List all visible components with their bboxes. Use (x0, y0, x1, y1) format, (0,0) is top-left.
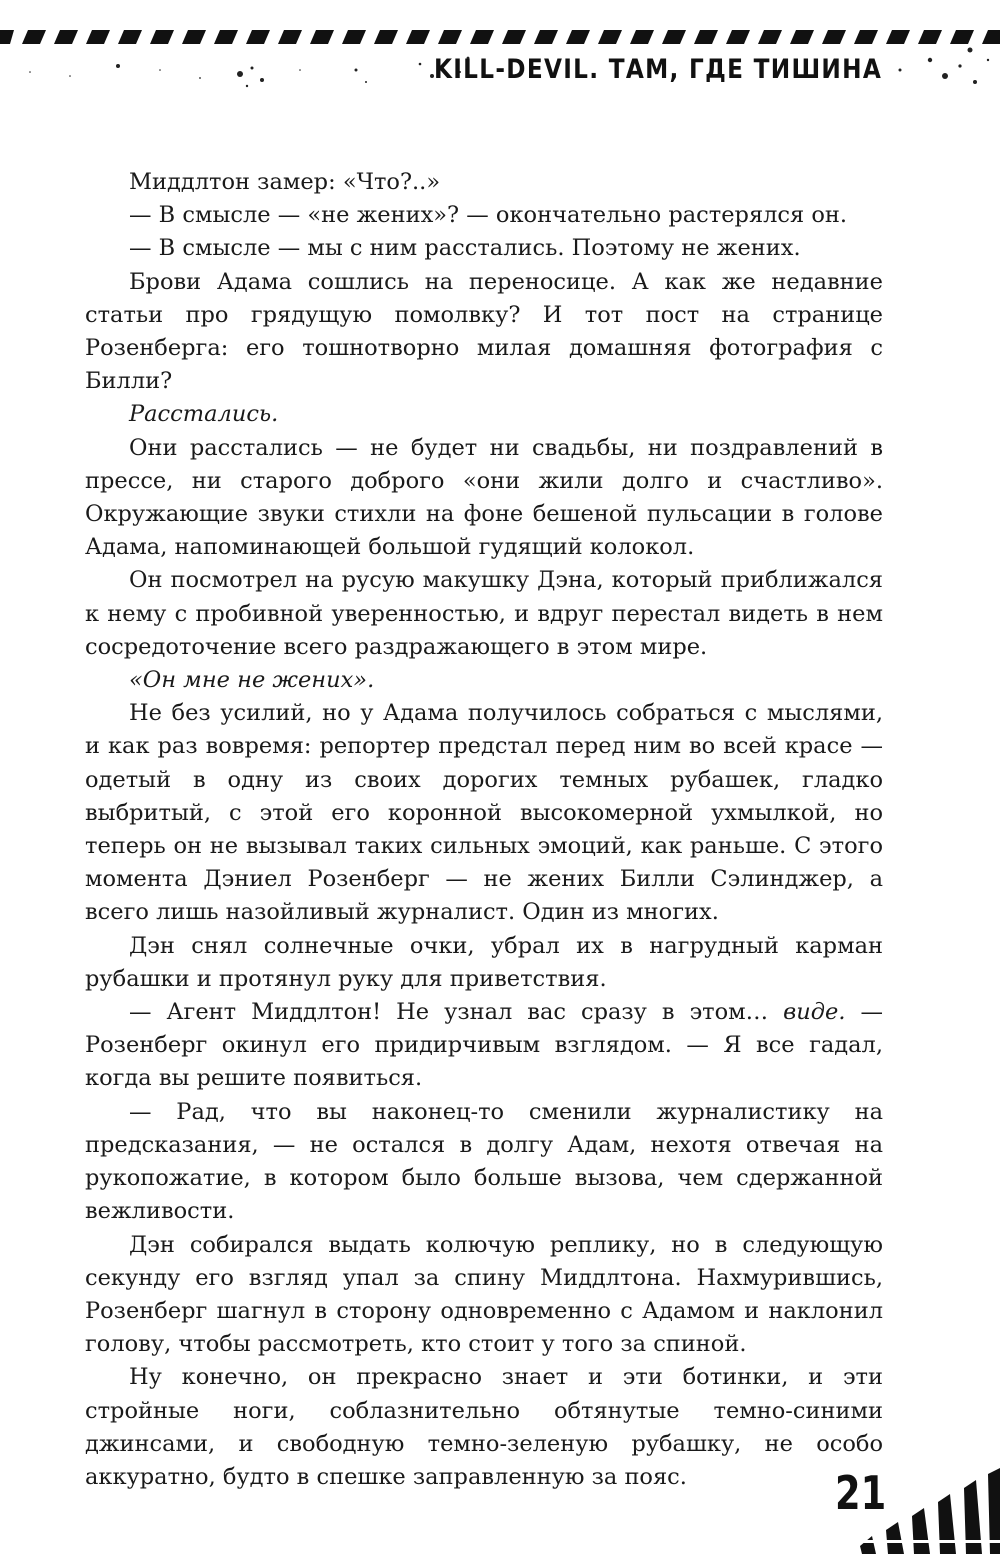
paragraph: — В смысле — «не жених»? — окончательно растерялся он. (129, 202, 848, 229)
paragraph: Ну конечно, он прекрасно знает и эти ботинки, и эти стройные ноги, соблазнительно обтянутые темно-синими джинсами, и свободную темно-зеленую рубашку, не особо аккуратно, будто в спешке заправленную за пояс. (85, 1364, 883, 1490)
paragraph: Дэн собирался выдать колючую реплику, но в следующую секунду его взгляд упал за спину Миддлтона. Нахмурившись, Розенберг шагнул в сторону одновременно с Адамом и наклонил голову, чтобы рассмотреть, кто стоит у того за спиной. (85, 1231, 883, 1358)
text-span: — Агент Миддлтон! Не узнал вас сразу в этом… (129, 999, 769, 1026)
paragraph: Они расстались — не будет ни свадьбы, ни поздравлений в прессе, ни старого доброго «они жили долго и счастливо». Окружающие звуки стихли на фоне бешеной пульсации в голове Адама, напоминающей большой гудящий колокол. (85, 434, 883, 561)
paragraph: — В смысле — мы с ним расстались. Поэтому не жених. (129, 235, 801, 262)
paragraph: Брови Адама сошлись на переносице. А как же недавние статьи про грядущую помолвку? И тот пост на странице Розенберга: его тошнотворно милая домашняя фотография с Билли? (85, 268, 883, 395)
italic-span: виде. (783, 999, 846, 1026)
body-text (85, 166, 883, 1494)
paragraph: Он посмотрел на русую макушку Дэна, который приближался к нему с пробивной уверенностью, и вдруг перестал видеть в нем сосредоточение всего раздражающего в этом мире. (85, 567, 883, 660)
page-number: 21 (835, 1466, 887, 1520)
header-stripe-bar (0, 30, 1000, 44)
running-title: KILL-DEVIL. ТАМ, ГДЕ ТИШИНА (433, 54, 882, 85)
paragraph: Не без усилий, но у Адама получилось собраться с мыслями, и как раз вовремя: репортер предстал перед ним во всей красе — одетый в одну из своих дорогих темных рубашек, гладко выбритый, с этой его коронной высокомерной ухмылкой, но теперь он не вызывал таких сильных эмоций, как раньше. С этого момента Дэниел Розенберг — не жених Билли Сэлинджер, а всего лишь назойливый журналист. Один из многих. (85, 700, 883, 926)
paragraph: Миддлтон замер: «Что?..» (129, 169, 441, 195)
footer-stripe-decoration (800, 1450, 1000, 1554)
page-footer (800, 1450, 1000, 1554)
paragraph: Дэн снял солнечные очки, убрал их в нагрудный карман рубашки и протянул руку для приветствия. (85, 932, 883, 992)
paragraph-italic: Расстались. (129, 401, 279, 428)
paragraph-italic: «Он мне не жених». (129, 667, 375, 694)
page-header (0, 0, 1000, 120)
paragraph-mixed (85, 996, 883, 1096)
paragraph: — Рад, что вы наконец-то сменили журналистику на предсказания, — не остался в долгу Адам, нехотя отвечая на рукопожатие, в котором было больше вызова, чем сдержанной вежливости. (85, 1098, 883, 1225)
text-span: — Розенберг окинул его придирчивым взглядом. — Я все гадал, когда вы решите появиться. (85, 999, 883, 1092)
